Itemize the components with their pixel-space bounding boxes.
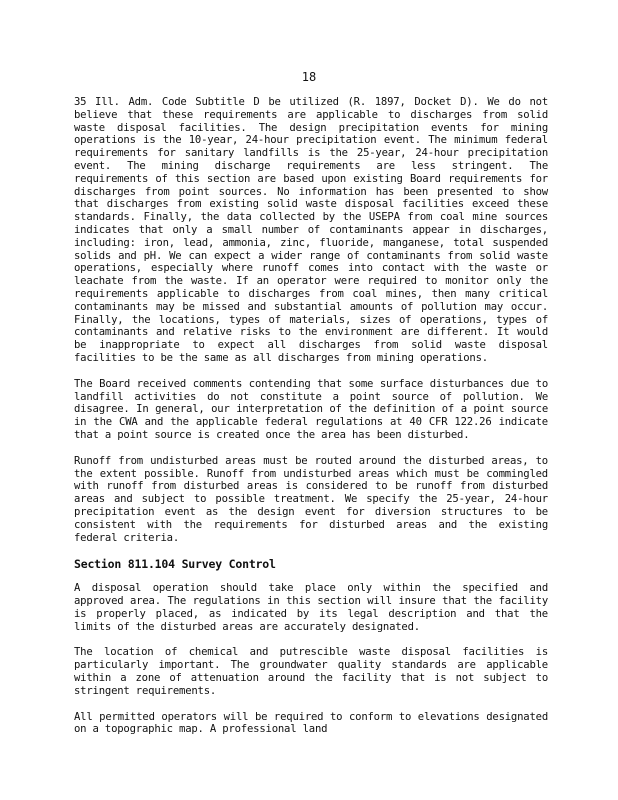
section-heading: Section 811.104 Survey Control bbox=[74, 557, 276, 572]
paragraph-runoff: Runoff from undisturbed areas must be routed around the disturbed areas, to the extent possible. Runoff from undisturbed areas which must be commingled with runoff from disturbed areas is considered to be runoff from disturbed areas and subject to possible treatment. We specify the 25-year, 24-hour precipitation event as the design event for diversion structures to be consistent with the requirements for disturbed areas and the existing federal criteria. bbox=[74, 454, 548, 544]
page-number: 18 bbox=[301, 70, 317, 84]
paragraph-elevations: All permitted operators will be required to conform to elevations designated on a topographic map. A professional land bbox=[74, 710, 548, 736]
paragraph-disposal-area: A disposal operation should take place only within the specified and approved area. The regulations in this section will insure that the facility is properly placed, as indicated by its legal description and that the limits of the disturbed areas are accurately designated. bbox=[74, 582, 548, 633]
paragraph-point-source: The Board received comments contending that some surface disturbances due to landfill activities do not constitute a point source of pollution. We disagree. In general, our interpretation of the definition of a point source in the CWA and the applicable federal regulations at 40 CFR 122.26 indicate that a point source is created once the area has been disturbed. bbox=[74, 377, 548, 441]
document-body bbox=[74, 96, 548, 749]
paragraph-design-events: 35 Ill. Adm. Code Subtitle D be utilized (R. 1897, Docket D). We do not believe that these requirements are applicable to discharges from solid waste disposal facilities. The design precipitation events for mining operations is the 10-year, 24-hour precipitation event. The minimum federal requirements for sanitary landfills is the 25-year, 24-hour precipitation event. The mining discharge requirements are less stringent. The requirements of this section are based upon existing Board requirements for discharges from point sources. No information has been presented to show that discharges from existing solid waste disposal facilities exceed these standards. Finally, the data collected by the USEPA from coal mine sources indicates that only a small number of contaminants appear in discharges, including: iron, lead, ammonia, zinc, fluoride, manganese, total suspended solids and pH. We can expect a wider range of contaminants from solid waste operations, especially where runoff comes into contact with the waste or leachate from the waste. If an operator were required to monitor only the requirements applicable to discharges from coal mines, then many critical contaminants may be missed and substantial amounts of pollution may occur. Finally, the locations, types of materials, sizes of operations, types of contaminants and relative risks to the environment are different. It would be inappropriate to expect all discharges from solid waste disposal facilities to be the same as all discharges from mining operations. bbox=[74, 96, 548, 364]
paragraph-location: The location of chemical and putrescible waste disposal facilities is particularly important. The groundwater quality standards are applicable within a zone of attenuation around the facility that is not subject to stringent requirements. bbox=[74, 646, 548, 697]
